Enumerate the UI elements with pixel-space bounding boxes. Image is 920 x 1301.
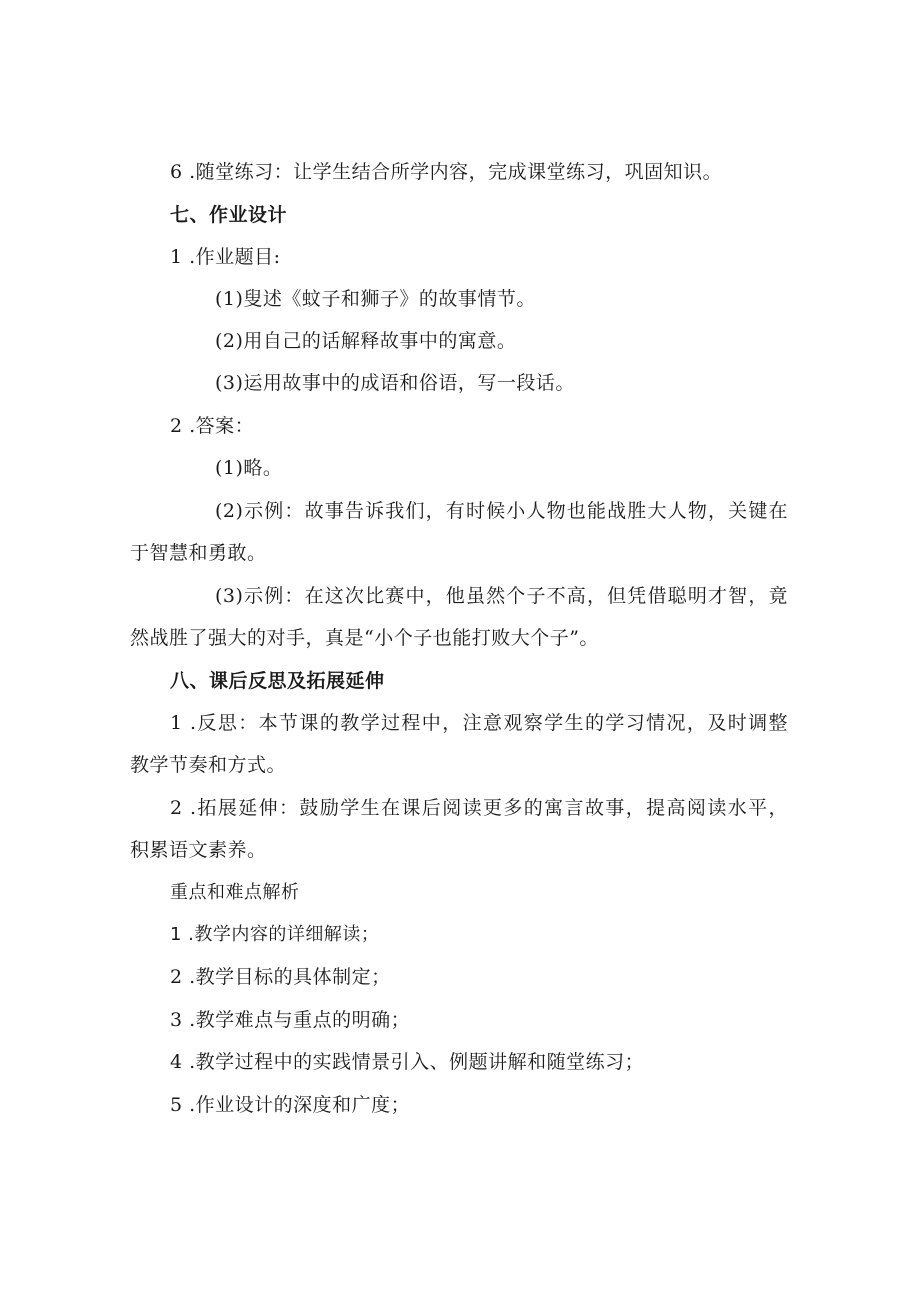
section-heading-reflection: 八、课后反思及拓展延伸 (170, 670, 385, 692)
key-point-1: 1 .教学内容的详细解读； (170, 924, 380, 945)
homework-topic-3: (3)运用故事中的成语和俗语，写一段话。 (215, 372, 575, 394)
answer-3-line-2: 然战胜了强大的对手，真是“小个子也能打败大个子”。 (130, 627, 599, 649)
key-point-4: 4 .教学过程中的实践情景引入、例题讲解和随堂练习； (170, 1051, 645, 1073)
answer-2-line-1: (2)示例：故事告诉我们，有时候小人物也能战胜大人物，关键在 (215, 500, 788, 522)
homework-topic-2: (2)用自己的话解释故事中的寓意。 (215, 330, 517, 352)
answers-label: 2 .答案： (170, 415, 255, 437)
key-point-3: 3 .教学难点与重点的明确； (170, 1009, 411, 1031)
answer-1: (1)略。 (215, 457, 283, 479)
practice-item-6: 6 .随堂练习：让学生结合所学内容，完成课堂练习，巩固知识。 (170, 161, 723, 183)
reflection-line-1: 1 .反思：本节课的教学过程中，注意观察学生的学习情况，及时调整 (170, 712, 788, 734)
homework-topic-1: (1)叟述《蚊子和狮子》的故事情节。 (215, 288, 536, 310)
key-point-5: 5 .作业设计的深度和广度； (170, 1094, 411, 1116)
answer-3-line-1: (3)示例：在这次比赛中，他虽然个子不高，但凭借聪明才智，竟 (215, 585, 788, 607)
extension-line-2: 积累语文素养。 (130, 839, 267, 861)
key-point-2: 2 .教学目标的具体制定； (170, 966, 391, 988)
section-heading-homework: 七、作业设计 (170, 204, 288, 226)
homework-topics-label: 1 .作业题目: (170, 246, 281, 268)
key-points-heading: 重点和难点解析 (170, 882, 300, 903)
answer-2-line-2: 于智慧和勇敢。 (130, 542, 267, 564)
extension-line-1: 2 .拓展延伸：鼓励学生在课后阅读更多的寓言故事，提高阅读水平， (170, 797, 788, 819)
reflection-line-2: 教学节奏和方式。 (130, 754, 287, 776)
